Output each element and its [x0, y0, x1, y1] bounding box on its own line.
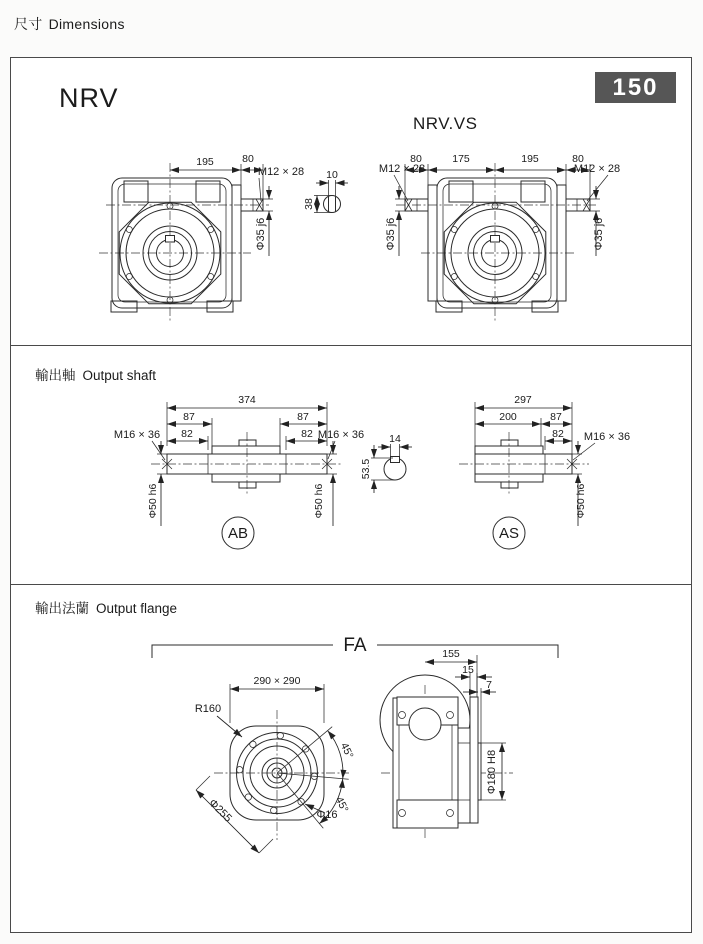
ab-thread-left: M16 × 36 — [113, 429, 161, 441]
output-flange-title-zh: 輸出法蘭 — [35, 601, 89, 616]
flange-depth-155: 155 — [442, 648, 460, 660]
ab-87-right: 87 — [297, 411, 309, 423]
vs-dim-80-left: 80 — [410, 153, 422, 165]
section-output-flange — [11, 584, 691, 930]
flange-angle-top: 45° — [337, 740, 356, 761]
flange-dim-15: 15 — [462, 664, 474, 676]
nrv-shaft-dia-label: Φ35 j6 — [255, 217, 267, 251]
page-title-zh: 尺寸 — [14, 16, 43, 32]
ab-dia-left: Φ50 h6 — [147, 483, 159, 519]
fa-bracket — [152, 635, 558, 658]
section-output-shaft — [11, 345, 691, 584]
shaft-ab-view — [114, 394, 364, 549]
front-views-drawing — [11, 58, 691, 345]
ab-82-left: 82 — [181, 428, 193, 440]
flange-square-dim: 290 × 290 — [253, 675, 301, 687]
output-shaft-title-en: Output shaft — [82, 368, 157, 383]
nrv-thread-label: M12 × 28 — [257, 166, 305, 178]
page-title — [14, 14, 125, 34]
size-badge: 150 — [595, 72, 676, 103]
output-flange-title-en: Output flange — [96, 601, 178, 616]
key-height: 53.5 — [360, 458, 372, 480]
fa-label: FA — [343, 635, 367, 656]
flange-bolt-circle: Φ255 — [206, 797, 234, 825]
ab-thread-right: M16 × 36 — [317, 429, 365, 441]
as-tag: AS — [498, 525, 520, 542]
output-shaft-title-zh: 輸出軸 — [35, 368, 76, 383]
flange-bolt-hole: Φ16 — [316, 809, 338, 821]
vs-dim-175: 175 — [452, 153, 470, 165]
key-section-view — [360, 433, 412, 493]
as-200: 200 — [499, 411, 517, 423]
as-87: 87 — [550, 411, 562, 423]
flange-bore: Φ180 H8 — [486, 749, 498, 795]
vs-shaft-dia-left: Φ35 j6 — [385, 217, 397, 251]
flange-front-view — [195, 675, 356, 853]
vs-dim-80-right: 80 — [572, 153, 584, 165]
vs-shaft-dia-right: Φ35 j6 — [593, 217, 605, 251]
section-front-views — [11, 58, 691, 345]
as-thread: M16 × 36 — [583, 431, 631, 443]
output-shaft-drawing — [11, 346, 691, 584]
vs-dim-195: 195 — [521, 153, 539, 165]
ab-tag: AB — [227, 525, 249, 542]
ab-dia-right: Φ50 h6 — [313, 483, 325, 519]
key-width: 14 — [389, 433, 401, 445]
flange-dim-7: 7 — [486, 679, 492, 691]
ab-87-left: 87 — [183, 411, 195, 423]
ab-total: 374 — [238, 394, 256, 406]
flange-angle-bottom: 45° — [332, 794, 351, 815]
vs-thread-right: M12 × 28 — [573, 163, 621, 175]
nrv-front-view — [99, 153, 348, 322]
ab-82-right: 82 — [301, 428, 313, 440]
flange-corner-radius: R160 — [194, 703, 222, 715]
dimensions-panel — [10, 57, 692, 933]
vs-thread-left: M12 × 28 — [378, 163, 426, 175]
as-82: 82 — [552, 428, 564, 440]
as-dia: Φ50 h6 — [575, 483, 587, 519]
shaft-as-view — [459, 394, 630, 549]
nrv-vs-front-view — [379, 153, 620, 322]
nrv-key-width: 10 — [326, 169, 338, 181]
page-title-en: Dimensions — [48, 16, 125, 32]
nrv-dim-195: 195 — [196, 156, 214, 168]
model-title: NRV — [59, 83, 119, 113]
output-flange-drawing — [11, 585, 691, 930]
as-total: 297 — [514, 394, 532, 406]
nrv-end-dia: 38 — [303, 198, 315, 210]
nrv-dim-80: 80 — [242, 153, 254, 165]
flange-side-view — [380, 648, 513, 838]
vs-model-title: NRV.VS — [413, 114, 478, 133]
